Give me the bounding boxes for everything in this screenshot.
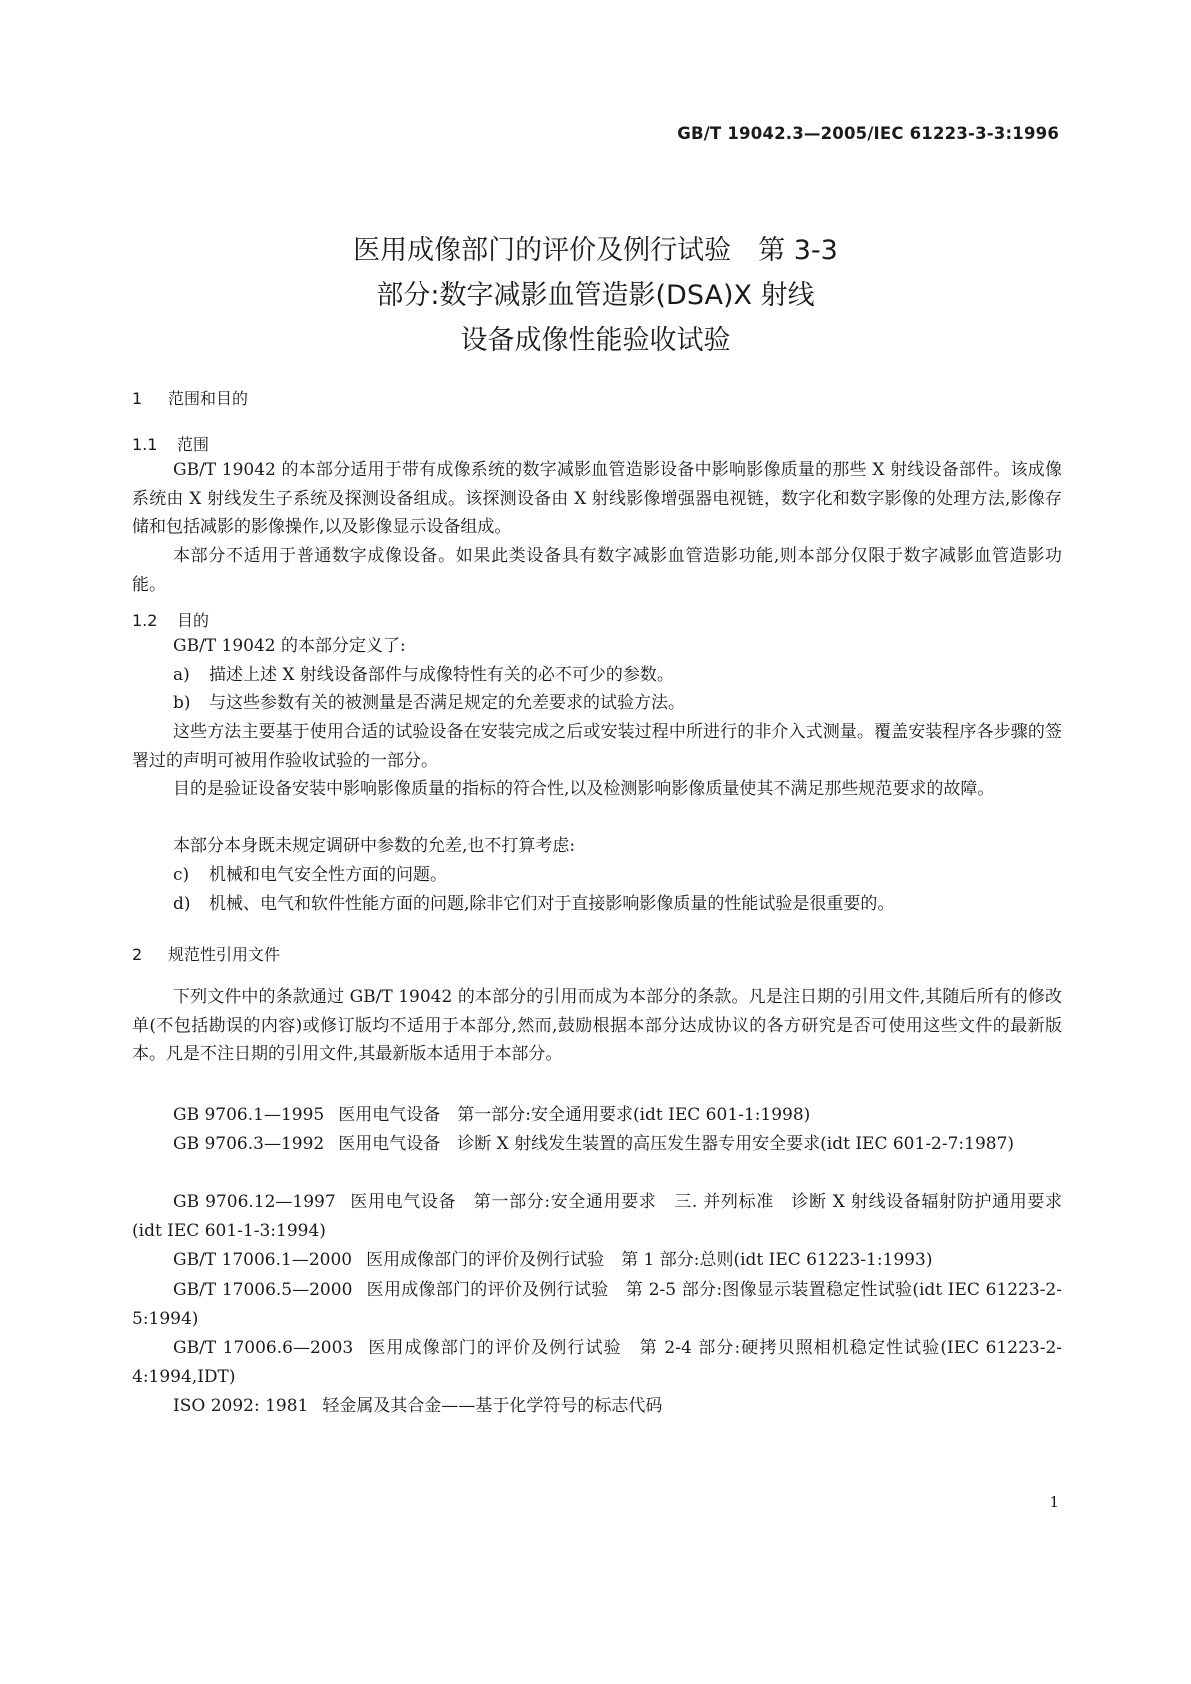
reference-title: 医用成像部门的评价及例行试验 第 2-5 部分:图像显示装置稳定性试验(idt IEC 61223-2-5:1994) — [132, 1280, 1062, 1329]
reference-code: GB/T 17006.1—2000 — [173, 1250, 353, 1270]
list-item-b — [173, 689, 1063, 718]
list-item-c — [173, 861, 1063, 890]
list-text: 机械、电气和软件性能方面的问题,除非它们对于直接影响影像质量的性能试验是很重要的。 — [209, 894, 895, 914]
reference-code: GB 9706.3—1992 — [173, 1134, 325, 1154]
reference-title: 医用成像部门的评价及例行试验 第 1 部分:总则(idt IEC 61223-1:1993) — [366, 1250, 933, 1270]
subsection-number: 1.2 — [132, 611, 158, 630]
paragraph-scope-2: 本部分不适用于普通数字成像设备。如果此类设备具有数字减影血管造影功能,则本部分仅限于数字减影血管造影功能。 — [132, 546, 1062, 595]
list-text: 描述上述 X 射线设备部件与成像特性有关的必不可少的参数。 — [209, 665, 674, 685]
reference-item — [132, 1130, 1062, 1159]
list-label: d) — [173, 894, 191, 914]
section-title: 范围和目的 — [168, 389, 249, 408]
reference-title: 轻金属及其合金——基于化学符号的标志代码 — [322, 1396, 663, 1416]
subsection-title: 目的 — [177, 611, 210, 630]
section-2-heading — [132, 942, 280, 965]
reference-item — [132, 1246, 1062, 1275]
list-text: 与这些参数有关的被测量是否满足规定的允差要求的试验方法。 — [209, 693, 685, 713]
title-line-1: 医用成像部门的评价及例行试验 第 3-3 — [353, 235, 838, 266]
paragraph-methods: 这些方法主要基于使用合适的试验设备在安装完成之后或安装过程中所进行的非介入式测量。覆盖安装程序各步骤的签署过的声明可被用作验收试验的一部分。 — [132, 722, 1062, 771]
section-1-1-heading — [132, 432, 209, 455]
subsection-number: 1.1 — [132, 435, 158, 454]
paragraph-references-intro: 下列文件中的条款通过 GB/T 19042 的本部分的引用而成为本部分的条款。凡是注日期的引用文件,其随后所有的修改单(不包括勘误的内容)或修订版均不适用于本部分,然而,鼓励根据本部分达成协议的各方研究是否可使用这些文件的最新版本。凡是不注日期的引用文件,其最新版本适用于本部分。 — [132, 987, 1062, 1065]
title-line-2: 部分:数字减影血管造影(DSA)X 射线 — [376, 280, 815, 311]
section-1-heading — [132, 386, 248, 409]
reference-item — [132, 1334, 1062, 1391]
reference-item — [132, 1392, 1062, 1421]
reference-title: 医用电气设备 第一部分:安全通用要求(idt IEC 601-1:1998) — [338, 1105, 811, 1125]
document-title — [0, 228, 1191, 363]
reference-title: 医用电气设备 第一部分:安全通用要求 三. 并列标准 诊断 X 射线设备辐射防护通用要求(idt IEC 601-1-3:1994) — [132, 1192, 1062, 1241]
paragraph-object-intro: GB/T 19042 的本部分定义了: — [173, 636, 406, 656]
section-title: 规范性引用文件 — [168, 945, 281, 964]
list-item-d — [173, 890, 1063, 919]
section-1-2-heading — [132, 608, 209, 631]
reference-item — [132, 1276, 1062, 1333]
standard-code: GB/T 19042.3—2005/IEC 61223-3-3:1996 — [677, 124, 1059, 143]
subsection-title: 范围 — [177, 435, 210, 454]
title-line-3: 设备成像性能验收试验 — [460, 325, 731, 356]
reference-code: GB 9706.1—1995 — [173, 1105, 325, 1125]
list-label: a) — [173, 665, 190, 685]
reference-code: ISO 2092: 1981 — [173, 1396, 309, 1416]
paragraph-not-covered: 本部分本身既未规定调研中参数的允差,也不打算考虑: — [173, 836, 576, 856]
page-number: 1 — [1049, 1493, 1059, 1511]
reference-item — [132, 1188, 1062, 1245]
section-number: 1 — [132, 389, 143, 408]
reference-code: GB/T 17006.5—2000 — [173, 1280, 353, 1300]
reference-title: 医用电气设备 诊断 X 射线发生装置的高压发生器专用安全要求(idt IEC 601-2-7:1987) — [338, 1134, 1015, 1154]
reference-item — [132, 1101, 1062, 1130]
section-number: 2 — [132, 945, 143, 964]
paragraph-purpose: 目的是验证设备安装中影响影像质量的指标的符合性,以及检测影响影像质量使其不满足那些规范要求的故障。 — [173, 779, 995, 799]
list-label: c) — [173, 865, 190, 885]
list-label: b) — [173, 693, 191, 713]
reference-code: GB 9706.12—1997 — [173, 1192, 336, 1212]
reference-code: GB/T 17006.6—2003 — [173, 1338, 354, 1358]
list-text: 机械和电气安全性方面的问题。 — [209, 865, 447, 885]
paragraph-scope-1: GB/T 19042 的本部分适用于带有成像系统的数字减影血管造影设备中影响影像质量的那些 X 射线设备部件。该成像系统由 X 射线发生子系统及探测设备组成。该探测设备由 X 射线影像增强器电视链，数字化和数字影像的处理方法,影像存储和包括减影的影像操作,以及影像显示设备组成。 — [132, 460, 1062, 538]
reference-title: 医用成像部门的评价及例行试验 第 2-4 部分:硬拷贝照相机稳定性试验(IEC 61223-2-4:1994,IDT) — [132, 1338, 1063, 1387]
list-item-a — [173, 661, 1063, 690]
